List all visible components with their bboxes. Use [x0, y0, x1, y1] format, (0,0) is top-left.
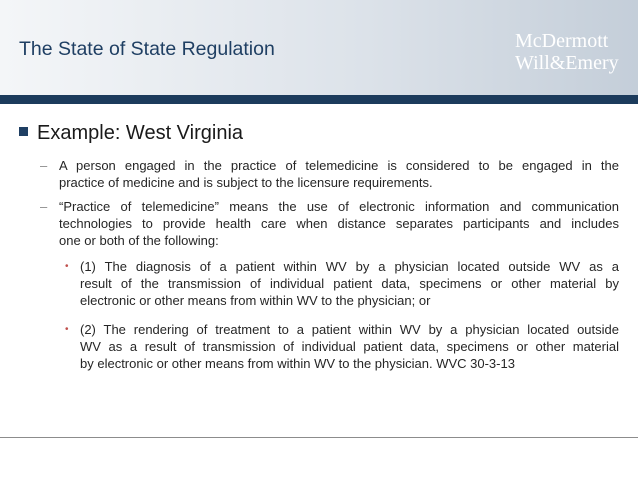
text-line: by electronic or other means from within WV to the physician. WVC 30-3-13	[80, 356, 515, 371]
company-logo	[515, 30, 633, 74]
text-line: WV as a result of transmission of individual patient data, specimens or other material	[80, 339, 619, 354]
round-bullet-icon: •	[65, 324, 69, 335]
text-line: (2) The rendering of treatment to a patient within WV by a physician located outside	[80, 322, 619, 337]
round-bullet-icon: •	[65, 261, 69, 272]
paragraph-definition	[59, 198, 619, 249]
footer-rule	[0, 437, 638, 438]
section-heading-text: Example: West Virginia	[37, 122, 244, 144]
section-heading	[19, 122, 243, 145]
logo-line-1: McDermott	[515, 30, 609, 52]
header-rule	[0, 95, 638, 104]
square-bullet-icon	[19, 127, 28, 136]
text-line: (1) The diagnosis of a patient within WV by a physician located outside WV as a	[80, 259, 619, 274]
text-line: electronic or other means from within WV to the physician; or	[80, 293, 431, 308]
dash-bullet-icon: –	[40, 158, 48, 173]
text-line: one or both of the following:	[59, 233, 219, 248]
text-line: technologies to provide health care when distance separates participants and includes	[59, 216, 619, 231]
slide-title: The State of State Regulation	[19, 38, 275, 60]
dash-bullet-icon: –	[40, 199, 48, 214]
paragraph-licensure	[59, 157, 619, 191]
text-line: result of the transmission of individual patient data, specimens or other material by	[80, 276, 619, 291]
text-line: practice of medicine and is subject to the licensure requirements.	[59, 175, 433, 190]
text-line: A person engaged in the practice of telemedicine is considered to be engaged in the	[59, 158, 619, 173]
logo-line-2: Will&Emery	[515, 52, 619, 74]
subitem-treatment	[80, 321, 619, 372]
subitem-diagnosis	[80, 258, 619, 309]
text-line: “Practice of telemedicine” means the use of electronic information and communication	[59, 199, 619, 214]
